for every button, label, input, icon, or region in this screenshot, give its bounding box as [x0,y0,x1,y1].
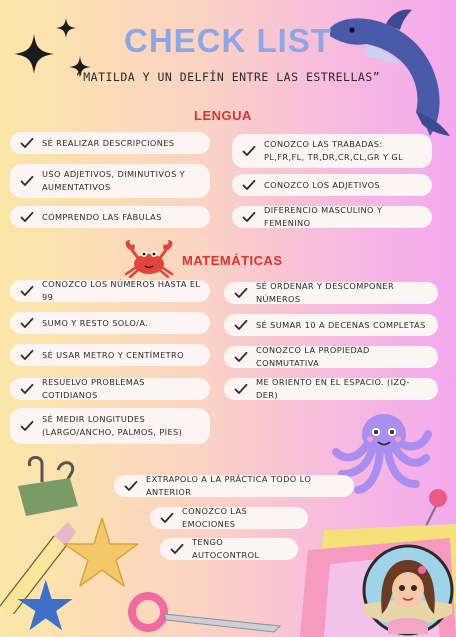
girl-portrait-icon [362,544,454,636]
binder-clip-icon [12,456,82,520]
check-icon [20,349,34,361]
scissors-icon [124,588,284,636]
checklist-item[interactable]: CONOZCO LA PROPIEDAD CONMUTATIVA [224,346,438,368]
check-icon [242,179,256,191]
check-icon [20,137,34,149]
check-icon [234,319,248,331]
check-icon [124,480,138,492]
check-icon [234,351,248,363]
check-icon [20,285,34,297]
page-title: CHECK LIST [124,22,332,59]
check-icon [170,543,184,555]
check-icon [20,211,34,223]
section-matematicas: MATEMÁTICAS [182,253,283,268]
checklist-item[interactable]: COMPRENDO LAS FÁBULAS [10,206,210,228]
check-icon [242,211,256,223]
section-lengua: LENGUA [194,108,252,123]
checklist-item[interactable]: SÉ SUMAR 10 A DECENAS COMPLETAS [224,314,438,336]
checklist-item[interactable]: CONOZCO LOS ADJETIVOS [232,174,432,196]
checklist-item[interactable]: USO ADJETIVOS, DIMINUTIVOS Y AUMENTATIVOS [10,164,210,198]
checklist-item[interactable]: TENGO AUTOCONTROL [160,538,298,560]
check-icon [20,175,34,187]
checklist-item[interactable]: SÉ REALIZAR DESCRIPCIONES [10,132,210,154]
check-icon [20,383,34,395]
checklist-item[interactable]: EXTRAPOLO A LA PRÁCTICA TODO LO ANTERIOR [114,475,354,497]
checklist-item[interactable]: ME ORIENTO EN EL ESPACIO. (IZQ-DER) [224,378,438,400]
checklist-item[interactable]: SÉ ORDENAR Y DESCOMPONER NÚMEROS [224,282,438,304]
check-icon [20,420,34,432]
check-icon [234,287,248,299]
check-icon [242,145,256,157]
checklist-item[interactable]: SUMO Y RESTO SOLO/A. [10,312,210,334]
checklist-item[interactable]: SÉ USAR METRO Y CENTÍMETRO [10,344,210,366]
page-subtitle: “MATILDA Y UN DELFÍN ENTRE LAS ESTRELLAS” [75,70,381,84]
check-icon [160,512,174,524]
checklist-item[interactable]: SÉ MEDIR LONGITUDES (LARGO/ANCHO, PALMOS, PIES) [10,408,210,444]
check-icon [234,383,248,395]
checklist-item[interactable]: DIFERENCIO MASCULINO Y FEMENINO [232,206,432,228]
checklist-item[interactable]: RESUELVO PROBLEMAS COTIDIANOS [10,378,210,400]
check-icon [20,317,34,329]
crab-icon [120,238,178,278]
starfish-icon [16,576,74,634]
checklist-item[interactable]: CONOZCO LOS NÚMEROS HASTA EL 99 [10,280,210,302]
checklist-item[interactable]: CONOZCO LAS EMOCIONES [150,507,308,529]
checklist-item[interactable]: CONOZCO LAS TRABADAS: PL,FR,FL, TR,DR,CR,CL,GR Y GL [232,134,432,168]
